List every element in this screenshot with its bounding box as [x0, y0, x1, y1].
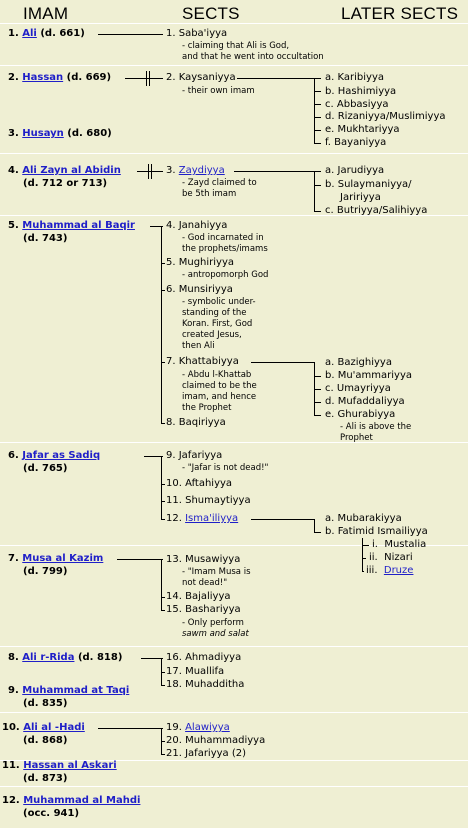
sect-6-note: then Ali — [182, 341, 215, 351]
sect-6-note: Koran. First, God — [182, 319, 253, 329]
later-item: ii. Nizari — [369, 552, 413, 563]
imam-8: 8. Ali r-Rida (d. 818) — [8, 652, 123, 663]
imam-8-link[interactable]: Ali r-Rida — [22, 652, 75, 663]
sect-3-note: - Zayd claimed to — [182, 178, 257, 188]
sect-6: 6. Munsiriyya — [166, 284, 233, 295]
sect-3-note: be 5th imam — [182, 189, 237, 199]
imam-7-link[interactable]: Musa al Kazim — [22, 553, 104, 564]
header-later-sects: LATER SECTS — [341, 4, 459, 23]
sect-2-note: - their own imam — [182, 86, 255, 96]
imam-3: 3. Husayn (d. 680) — [8, 128, 112, 139]
imam-4-date: (d. 712 or 713) — [23, 178, 108, 189]
sect-7: 7. Khattabiyya — [166, 356, 239, 367]
later-item: e. Ghurabiyya — [325, 409, 396, 420]
later-item: d. Rizaniyya/Muslimiyya — [325, 111, 446, 122]
sect-19-link[interactable]: Alawiyya — [185, 722, 230, 733]
imam-10-link[interactable]: Ali al -Hadi — [23, 722, 85, 733]
sect-3-link[interactable]: Zaydiyya — [178, 165, 225, 176]
sect-18: 18. Muhadditha — [166, 679, 245, 690]
sect-4-note: the prophets/imams — [182, 244, 268, 254]
imam-6-date: (d. 765) — [23, 463, 68, 474]
later-item: Jaririyya — [340, 192, 381, 203]
imam-1-link[interactable]: Ali — [22, 28, 37, 39]
imam-5-link[interactable]: Muhammad al Baqir — [22, 220, 135, 231]
sect-3: 3. Zaydiyya — [166, 165, 225, 176]
imam-2: 2. Hassan (d. 669) — [8, 72, 112, 83]
sect-17: 17. Muallifa — [166, 666, 225, 677]
later-note: Prophet — [340, 433, 373, 443]
imam-6: 6. Jafar as Sadiq — [8, 450, 101, 461]
imam-12-date: (occ. 941) — [23, 808, 80, 819]
imam-10-date: (d. 868) — [23, 735, 68, 746]
imam-11-link[interactable]: Hassan al Askari — [23, 760, 117, 771]
imam-9-link[interactable]: Muhammad at Taqi — [22, 685, 130, 696]
later-item: b. Mu'ammariyya — [325, 370, 413, 381]
imam-9: 9. Muhammad at Taqi — [8, 685, 130, 696]
sect-11: 11. Shumaytiyya — [166, 495, 251, 506]
sect-15-note: sawm and salat — [182, 629, 249, 639]
header-imam: IMAM — [23, 4, 69, 23]
imam-3-link[interactable]: Husayn — [22, 128, 64, 139]
sect-5-note: - antropomorph God — [182, 270, 269, 280]
sect-12-link[interactable]: Isma'iliyya — [185, 513, 239, 524]
later-item: d. Mufaddaliyya — [325, 396, 405, 407]
imam-12-link[interactable]: Muhammad al Mahdi — [23, 795, 141, 806]
later-item: e. Mukhtariyya — [325, 124, 400, 135]
sect-1-note: - claiming that Ali is God, — [182, 41, 290, 51]
imam-11: 11. Hassan al Askari — [2, 760, 117, 771]
later-item: a. Karibiyya — [325, 72, 384, 83]
imam-2-link[interactable]: Hassan — [22, 72, 64, 83]
sect-10: 10. Aftahiyya — [166, 478, 233, 489]
imam-9-date: (d. 835) — [23, 698, 68, 709]
sect-1-note: and that he went into occultation — [182, 52, 324, 62]
later-item: b. Sulaymaniyya/ — [325, 179, 412, 190]
imam-11-date: (d. 873) — [23, 773, 68, 784]
sect-7-note: imam, and hence — [182, 392, 257, 402]
later-item: f. Bayaniyya — [325, 137, 387, 148]
imam-4: 4. Ali Zayn al Abidin — [8, 165, 121, 176]
later-item: c. Umayriyya — [325, 383, 391, 394]
sect-13-note: not dead!" — [182, 578, 228, 588]
sect-21: 21. Jafariyya (2) — [166, 748, 247, 759]
imam-4-link[interactable]: Ali Zayn al Abidin — [22, 165, 121, 176]
sect-6-note: created Jesus, — [182, 330, 242, 340]
imam-5: 5. Muhammad al Baqir — [8, 220, 135, 231]
later-item: c. Abbasiyya — [325, 99, 389, 110]
sect-14: 14. Bajaliyya — [166, 591, 231, 602]
sect-1: 1. Saba'iyya — [166, 28, 228, 39]
imam-6-link[interactable]: Jafar as Sadiq — [22, 450, 101, 461]
sect-16: 16. Ahmadiyya — [166, 652, 242, 663]
sect-13-note: - "Imam Musa is — [182, 567, 251, 577]
druze-link[interactable]: Druze — [383, 565, 414, 576]
sect-20: 20. Muhammadiyya — [166, 735, 266, 746]
sect-8: 8. Baqiriyya — [166, 417, 226, 428]
later-item: i. Mustalia — [372, 539, 427, 550]
later-item: a. Jarudiyya — [325, 165, 385, 176]
later-item: b. Fatimid Ismailiyya — [325, 526, 428, 537]
later-item: iii. Druze — [366, 565, 414, 576]
imam-5-date: (d. 743) — [23, 233, 68, 244]
sect-4-note: - God incarnated in — [182, 233, 264, 243]
sect-7-note: the Prophet — [182, 403, 232, 413]
header-sects: SECTS — [182, 4, 240, 23]
imam-7-date: (d. 799) — [23, 566, 68, 577]
sect-15: 15. Bashariyya — [166, 604, 241, 615]
sect-6-note: - symbolic under- — [182, 297, 256, 307]
sect-9: 9. Jafariyya — [166, 450, 223, 461]
sect-5: 5. Mughiriyya — [166, 257, 235, 268]
sect-9-note: - "Jafar is not dead!" — [182, 463, 269, 473]
imam-1: 1. Ali (d. 661) — [8, 28, 85, 39]
later-item: b. Hashimiyya — [325, 86, 397, 97]
sect-6-note: standing of the — [182, 308, 247, 318]
imam-12: 12. Muhammad al Mahdi — [2, 795, 141, 806]
later-note: - Ali is above the — [340, 422, 412, 432]
sect-12: 12. Isma'iliyya — [166, 513, 239, 524]
later-item: a. Mubarakiyya — [325, 513, 402, 524]
sect-13: 13. Musawiyya — [166, 554, 241, 565]
sect-7-note: - Abdu l-Khattab — [182, 370, 252, 380]
sect-7-note: claimed to be the — [182, 381, 257, 391]
sect-2: 2. Kaysaniyya — [166, 72, 236, 83]
sect-4: 4. Janahiyya — [166, 220, 228, 231]
later-item: c. Butriyya/Salihiyya — [325, 205, 428, 216]
imam-10: 10. Ali al -Hadi — [2, 722, 85, 733]
sect-15-note: - Only perform — [182, 618, 244, 628]
later-item: a. Bazighiyya — [325, 357, 392, 368]
imam-7: 7. Musa al Kazim — [8, 553, 104, 564]
sect-19: 19. Alawiyya — [166, 722, 230, 733]
